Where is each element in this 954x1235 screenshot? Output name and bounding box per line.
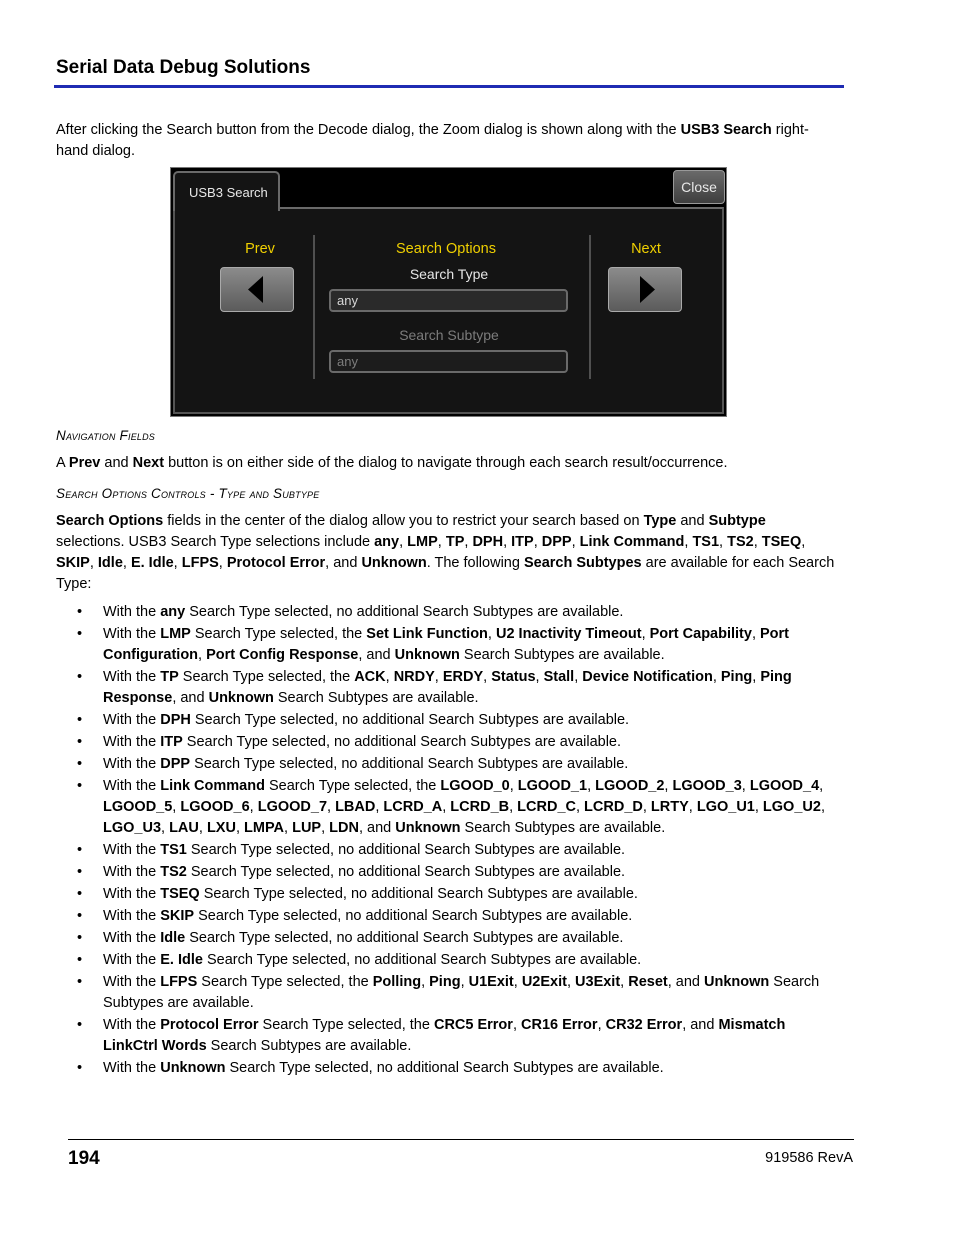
search-subtype-field[interactable]: any	[329, 350, 568, 373]
bullet-marker: •	[77, 908, 83, 924]
bold-term: U2Exit	[521, 974, 567, 990]
text-run: and	[676, 513, 709, 529]
text-run: Search Type selected, no additional Search Subtypes are available.	[225, 1060, 664, 1076]
bold-term: LMP	[407, 534, 438, 550]
bold-term: TS2	[727, 534, 754, 550]
text-run: ,	[198, 647, 207, 663]
bold-term: LGOOD_7	[257, 799, 328, 815]
text-run: With the	[103, 952, 161, 968]
bold-term: Port Capability	[649, 626, 752, 642]
list-item	[56, 862, 836, 883]
list-item	[56, 776, 836, 839]
bold-term: Stall	[543, 669, 575, 685]
text-run: ,	[464, 534, 473, 550]
text-run: ,	[512, 1017, 521, 1033]
text-run: With the	[103, 778, 161, 794]
arrow-left-icon	[221, 268, 293, 311]
close-button[interactable]: Close	[673, 170, 725, 204]
document-id: 919586 RevA	[765, 1150, 853, 1166]
text-run: Search Type selected, no additional Search Subtypes are available.	[190, 712, 630, 728]
text-run: With the	[103, 864, 161, 880]
bullet-marker: •	[77, 886, 83, 902]
bold-term: LMPA	[244, 820, 285, 836]
text-run: With the	[103, 712, 161, 728]
search-subtype-label: Search Subtype	[399, 327, 499, 343]
nav-text-2: and	[100, 455, 133, 471]
footer-rule	[68, 1139, 854, 1140]
list-item	[56, 884, 836, 905]
text-run: ,	[820, 799, 825, 815]
bold-term: Port Config Response	[206, 647, 359, 663]
nav-bold-prev: Prev	[68, 455, 101, 471]
text-run: ,	[503, 534, 512, 550]
text-run: Search Type selected, no additional Search Subtypes are available.	[190, 756, 629, 772]
bold-term: Unknown	[208, 690, 274, 706]
next-label: Next	[631, 241, 661, 257]
bold-term: Device Notification	[582, 669, 713, 685]
bold-term: Unknown	[361, 555, 427, 571]
bold-term: Unknown	[394, 647, 460, 663]
list-item	[56, 950, 836, 971]
text-run: ,	[641, 626, 650, 642]
bold-term: Unknown	[160, 1060, 226, 1076]
text-run: Search Type selected, the	[197, 974, 373, 990]
text-run: ,	[801, 534, 806, 550]
text-run: ,	[575, 799, 585, 815]
bold-term: LXU	[206, 820, 236, 836]
bold-term: LGO_U1	[696, 799, 755, 815]
text-run: ,	[161, 820, 170, 836]
text-run: Search Type selected, the	[264, 778, 441, 794]
list-item	[56, 624, 836, 666]
text-run: ,	[753, 534, 762, 550]
text-run: With the	[103, 1060, 161, 1076]
bold-term: U3Exit	[575, 974, 621, 990]
text-run: ,	[375, 799, 384, 815]
bold-term: Port Configuration	[103, 626, 790, 663]
intro-paragraph	[56, 120, 836, 162]
text-run: ,	[399, 534, 408, 550]
text-run: Search Type selected, no additional Search Subtypes are available.	[186, 842, 626, 858]
text-run: Search Type selected, no additional Search Subtypes are available.	[199, 886, 638, 902]
next-button[interactable]	[608, 267, 682, 312]
header-title: Serial Data Debug Solutions	[56, 57, 311, 78]
bold-term: ITP	[511, 534, 534, 550]
text-run: Search Subtypes are available.	[459, 647, 665, 663]
list-item	[56, 1015, 836, 1057]
bullet-marker: •	[77, 712, 83, 728]
search-options-paragraph	[56, 511, 836, 595]
text-run: Search Type selected, no additional Search Subtypes are available.	[202, 952, 642, 968]
prev-button[interactable]	[220, 267, 294, 312]
intro-text-1: After clicking the Search button from the Decode dialog, the Zoom dialog is shown along with the	[56, 122, 681, 138]
bullet-marker: •	[77, 1060, 83, 1076]
list-item	[56, 906, 836, 927]
bold-term: Ping	[720, 669, 753, 685]
text-run: ,	[122, 555, 131, 571]
arrow-right-icon	[609, 268, 681, 311]
text-run: , and	[358, 647, 395, 663]
bold-term: CRC5 Error	[433, 1017, 513, 1033]
bold-term: LFPS	[181, 555, 219, 571]
text-run: Search Type selected, no additional Search Subtypes are available.	[186, 864, 626, 880]
text-run: ,	[442, 799, 451, 815]
bold-term: NRDY	[393, 669, 435, 685]
bold-term: LGO_U3	[103, 820, 162, 836]
bold-term: LCRD_A	[383, 799, 443, 815]
bold-term: LAU	[169, 820, 199, 836]
text-run: Search Type selected, no additional Search Subtypes are available.	[185, 604, 624, 620]
bold-term: DPP	[160, 756, 191, 772]
bullet-marker: •	[77, 669, 83, 685]
text-run: Search Subtypes are available.	[273, 690, 479, 706]
bold-term: LBAD	[335, 799, 376, 815]
usb3-search-dialog	[170, 167, 727, 417]
text-run: ,	[751, 626, 761, 642]
page-number: 194	[68, 1148, 100, 1169]
text-run: ,	[172, 799, 181, 815]
navigation-fields-heading: Navigation Fields	[56, 428, 156, 443]
bold-term: Ping	[429, 974, 461, 990]
bullet-marker: •	[77, 626, 83, 642]
bullet-marker: •	[77, 604, 83, 620]
bullet-marker: •	[77, 734, 83, 750]
intro-text-2: right-hand dialog.	[56, 122, 809, 159]
bold-term: Link Command	[160, 778, 265, 794]
list-item	[56, 602, 836, 623]
text-run: With the	[103, 734, 161, 750]
text-run: With the	[103, 626, 161, 642]
list-item	[56, 1058, 836, 1079]
text-run: ,	[664, 778, 673, 794]
text-run: With the	[103, 604, 161, 620]
bold-term: Set Link Function	[366, 626, 488, 642]
bold-term: Type	[643, 513, 677, 529]
text-run: ,	[571, 534, 580, 550]
nav-bold-next: Next	[132, 455, 165, 471]
search-options-label: Search Options	[396, 241, 496, 257]
bold-term: ACK	[354, 669, 386, 685]
text-run: ,	[421, 974, 430, 990]
bold-term: Status	[491, 669, 536, 685]
divider-right	[589, 235, 591, 379]
bold-term: U1Exit	[468, 974, 514, 990]
text-run: ,	[437, 534, 446, 550]
text-run: With the	[103, 1017, 161, 1033]
bullet-marker: •	[77, 842, 83, 858]
bold-term: LUP	[292, 820, 322, 836]
text-run: , and	[682, 1017, 719, 1033]
bold-term: ITP	[160, 734, 183, 750]
bold-term: E. Idle	[130, 555, 174, 571]
text-run: With the	[103, 930, 161, 946]
text-run: selections. USB3 Search Type selections include	[56, 534, 375, 550]
text-run: Search Subtypes are available.	[206, 1038, 412, 1054]
text-run: , and	[358, 820, 396, 836]
search-type-label: Search Type	[409, 266, 489, 282]
bold-term: LCRD_C	[517, 799, 576, 815]
bold-term: Idle	[97, 555, 123, 571]
bold-term: Link Command	[579, 534, 685, 550]
bold-term: TSEQ	[761, 534, 802, 550]
bold-term: any	[160, 604, 186, 620]
text-run: ,	[509, 778, 518, 794]
search-options-heading: Search Options Controls - Type and Subtype	[56, 486, 320, 501]
bold-term: LCRD_D	[584, 799, 643, 815]
text-run: , and	[667, 974, 705, 990]
text-run: ,	[587, 778, 596, 794]
navigation-paragraph	[56, 453, 836, 474]
bold-term: Idle	[160, 930, 186, 946]
list-item	[56, 840, 836, 861]
text-run: Search Type selected, no additional Search Subtypes are available.	[185, 930, 624, 946]
bold-term: Search Options	[56, 513, 164, 529]
text-run: With the	[103, 908, 161, 924]
text-run: ,	[173, 555, 182, 571]
text-run: ,	[198, 820, 207, 836]
text-run: ,	[754, 799, 763, 815]
list-item	[56, 972, 836, 1014]
text-run: ,	[327, 799, 336, 815]
text-run: ,	[513, 974, 522, 990]
bold-term: DPP	[541, 534, 572, 550]
bold-term: Unknown	[704, 974, 770, 990]
text-run: Search Subtypes are available.	[103, 974, 820, 1011]
nav-text-3: button is on either side of the dialog to navigate through each search result/occurrence.	[164, 455, 728, 471]
text-run: fields in the center of the dialog allow you to restrict your search based on	[163, 513, 644, 529]
bold-term: ERDY	[442, 669, 484, 685]
text-run: ,	[460, 974, 469, 990]
bold-term: LMP	[160, 626, 191, 642]
list-item	[56, 928, 836, 949]
text-run: With the	[103, 842, 161, 858]
text-run: ,	[89, 555, 98, 571]
text-run: ,	[487, 626, 496, 642]
bold-term: Unknown	[395, 820, 461, 836]
text-run: ,	[483, 669, 492, 685]
bold-term: DPH	[472, 534, 504, 550]
text-run: With the	[103, 669, 161, 685]
text-run: ,	[688, 799, 697, 815]
bold-term: LGOOD_6	[180, 799, 250, 815]
text-run: are available for each Search Type:	[56, 555, 835, 592]
bold-term: LRTY	[650, 799, 689, 815]
text-run: ,	[535, 669, 544, 685]
text-run: Search Type selected, the	[190, 626, 367, 642]
intro-bold-usb3-search: USB3 Search	[680, 122, 772, 138]
text-run: ,	[509, 799, 518, 815]
text-run: Search Type selected, no additional Search Subtypes are available.	[194, 908, 633, 924]
text-run: ,	[284, 820, 293, 836]
text-run: ,	[752, 669, 761, 685]
text-run: , and	[172, 690, 209, 706]
list-item	[56, 754, 836, 775]
bold-term: LGOOD_4	[749, 778, 820, 794]
text-run: With the	[103, 756, 161, 772]
bold-term: TS1	[160, 842, 187, 858]
nav-text-1: A	[56, 455, 69, 471]
text-run: ,	[235, 820, 245, 836]
text-run: . The following	[426, 555, 524, 571]
text-run: Search Type selected, the	[178, 669, 355, 685]
bullet-marker: •	[77, 1017, 83, 1033]
bold-term: U2 Inactivity Timeout	[495, 626, 642, 642]
bold-term: any	[374, 534, 400, 550]
bold-term: SKIP	[56, 555, 90, 571]
bold-term: LGOOD_3	[672, 778, 742, 794]
bold-term: LGO_U2	[762, 799, 821, 815]
bullet-marker: •	[77, 778, 83, 794]
bold-term: LFPS	[160, 974, 198, 990]
bullet-marker: •	[77, 930, 83, 946]
list-item	[56, 667, 836, 709]
text-run: Search Subtypes are available.	[460, 820, 666, 836]
text-run: ,	[321, 820, 330, 836]
bullet-marker: •	[77, 974, 83, 990]
bullet-marker: •	[77, 952, 83, 968]
bold-term: Protocol Error	[226, 555, 326, 571]
bold-term: TSEQ	[160, 886, 200, 902]
text-run: ,	[597, 1017, 606, 1033]
text-run: Search Type selected, the	[258, 1017, 434, 1033]
text-run: ,	[620, 974, 629, 990]
bold-term: TS2	[160, 864, 187, 880]
bold-term: LGOOD_2	[595, 778, 665, 794]
prev-label: Prev	[245, 241, 275, 257]
subtype-bullet-list	[56, 602, 836, 1080]
bullet-marker: •	[77, 864, 83, 880]
text-run: ,	[642, 799, 651, 815]
bold-term: CR32 Error	[605, 1017, 683, 1033]
tab-usb3-search[interactable]: USB3 Search	[173, 171, 280, 211]
text-run: ,	[533, 534, 542, 550]
text-run: ,	[712, 669, 721, 685]
bold-term: Mismatch LinkCtrl Words	[103, 1017, 786, 1054]
header-rule	[54, 85, 844, 88]
bold-term: LCRD_B	[450, 799, 510, 815]
text-run: ,	[434, 669, 443, 685]
text-run: ,	[574, 669, 583, 685]
bold-term: LGOOD_1	[517, 778, 588, 794]
bold-term: Ping Response	[103, 669, 792, 706]
bold-term: Protocol Error	[160, 1017, 259, 1033]
bold-term: TS1	[692, 534, 720, 550]
search-type-field[interactable]: any	[329, 289, 568, 312]
bullet-marker: •	[77, 756, 83, 772]
bold-term: CR16 Error	[521, 1017, 598, 1033]
list-item	[56, 732, 836, 753]
text-run: ,	[249, 799, 258, 815]
bold-term: Polling	[372, 974, 422, 990]
text-run: ,	[218, 555, 227, 571]
text-run: ,	[719, 534, 728, 550]
bold-term: Reset	[628, 974, 668, 990]
bold-term: Search Subtypes	[523, 555, 642, 571]
text-run: ,	[385, 669, 394, 685]
text-run: With the	[103, 974, 161, 990]
bold-term: LGOOD_0	[440, 778, 510, 794]
divider-left	[313, 235, 315, 379]
text-run: ,	[819, 778, 824, 794]
bold-term: E. Idle	[160, 952, 203, 968]
bold-term: LGOOD_5	[103, 799, 173, 815]
list-item	[56, 710, 836, 731]
bold-term: Subtype	[708, 513, 766, 529]
bold-term: DPH	[160, 712, 191, 728]
text-run: ,	[684, 534, 693, 550]
text-run: ,	[566, 974, 576, 990]
bold-term: LDN	[329, 820, 359, 836]
bold-term: TP	[160, 669, 179, 685]
bold-term: TP	[445, 534, 465, 550]
bold-term: SKIP	[160, 908, 195, 924]
text-run: , and	[325, 555, 362, 571]
text-run: Search Type selected, no additional Search Subtypes are available.	[182, 734, 622, 750]
text-run: ,	[741, 778, 750, 794]
text-run: With the	[103, 886, 161, 902]
